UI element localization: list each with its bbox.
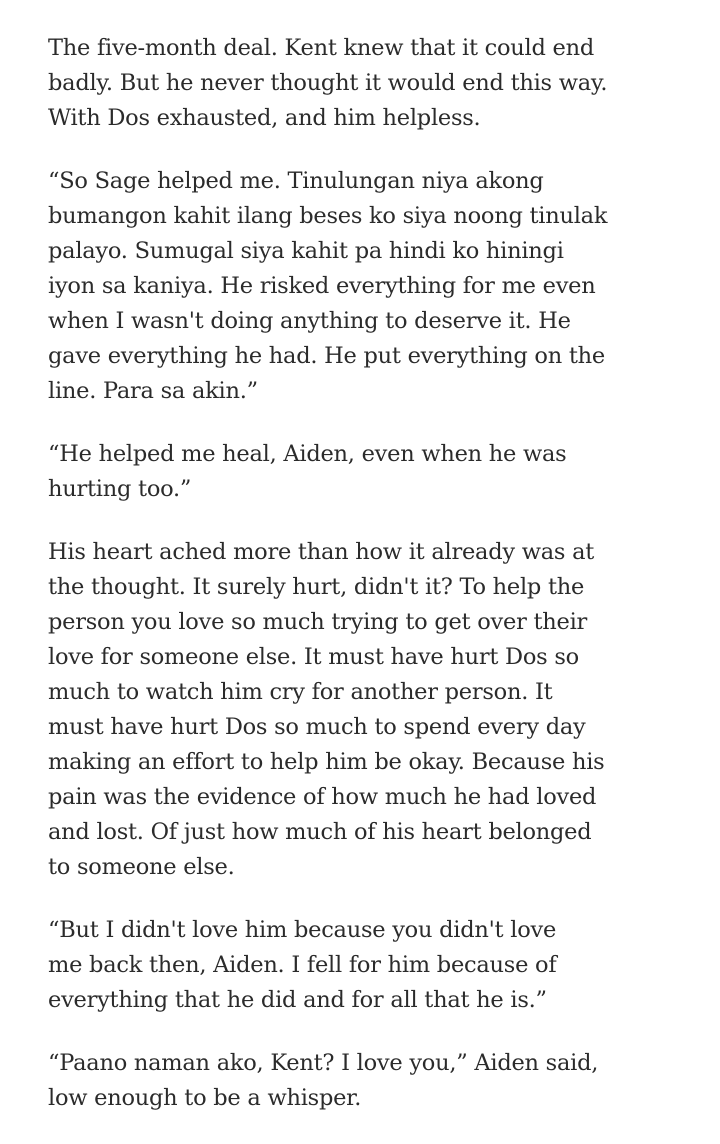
text-line: “But I didn't love him because you didn't love — [48, 917, 557, 943]
text-line: “So Sage helped me. Tinulungan niya akong — [48, 168, 544, 194]
text-line: me back then, Aiden. I fell for him because of — [48, 952, 557, 978]
text-line: the thought. It surely hurt, didn't it? To help the — [48, 574, 585, 600]
paragraph-3 — [48, 437, 668, 507]
text-line: bumangon kahit ilang beses ko siya noong tinulak — [48, 203, 608, 229]
text-line: and lost. Of just how much of his heart belonged — [48, 819, 592, 845]
text-line: person you love so much trying to get over their — [48, 609, 588, 635]
text-line: low enough to be a whisper. — [48, 1085, 362, 1111]
paragraph-1 — [48, 31, 668, 136]
text-line: With Dos exhausted, and him helpless. — [48, 105, 481, 131]
text-line: “Paano naman ako, Kent? I love you,” Aiden said, — [48, 1050, 599, 1076]
text-line: gave everything he had. He put everything on the — [48, 343, 605, 369]
text-line: love for someone else. It must have hurt Dos so — [48, 644, 579, 670]
text-line: “He helped me heal, Aiden, even when he was — [48, 441, 567, 467]
story-text — [48, 31, 668, 1144]
text-line: hurting too.” — [48, 476, 192, 502]
text-line: His heart ached more than how it already was at — [48, 539, 595, 565]
text-line: much to watch him cry for another person. It — [48, 679, 553, 705]
paragraph-4 — [48, 535, 668, 885]
text-line: to someone else. — [48, 854, 235, 880]
paragraph-2 — [48, 164, 668, 409]
text-line: badly. But he never thought it would end this way. — [48, 70, 608, 96]
paragraph-5 — [48, 913, 668, 1018]
text-line: when I wasn't doing anything to deserve it. He — [48, 308, 571, 334]
text-line: palayo. Sumugal siya kahit pa hindi ko hiningi — [48, 238, 564, 264]
text-line: pain was the evidence of how much he had loved — [48, 784, 597, 810]
text-line: making an effort to help him be okay. Because his — [48, 749, 605, 775]
text-line: must have hurt Dos so much to spend every day — [48, 714, 586, 740]
text-line: iyon sa kaniya. He risked everything for me even — [48, 273, 596, 299]
text-line: everything that he did and for all that he is.” — [48, 987, 547, 1013]
text-line: The five-month deal. Kent knew that it could end — [48, 35, 594, 61]
text-line: line. Para sa akin.” — [48, 378, 258, 404]
paragraph-6 — [48, 1046, 668, 1116]
